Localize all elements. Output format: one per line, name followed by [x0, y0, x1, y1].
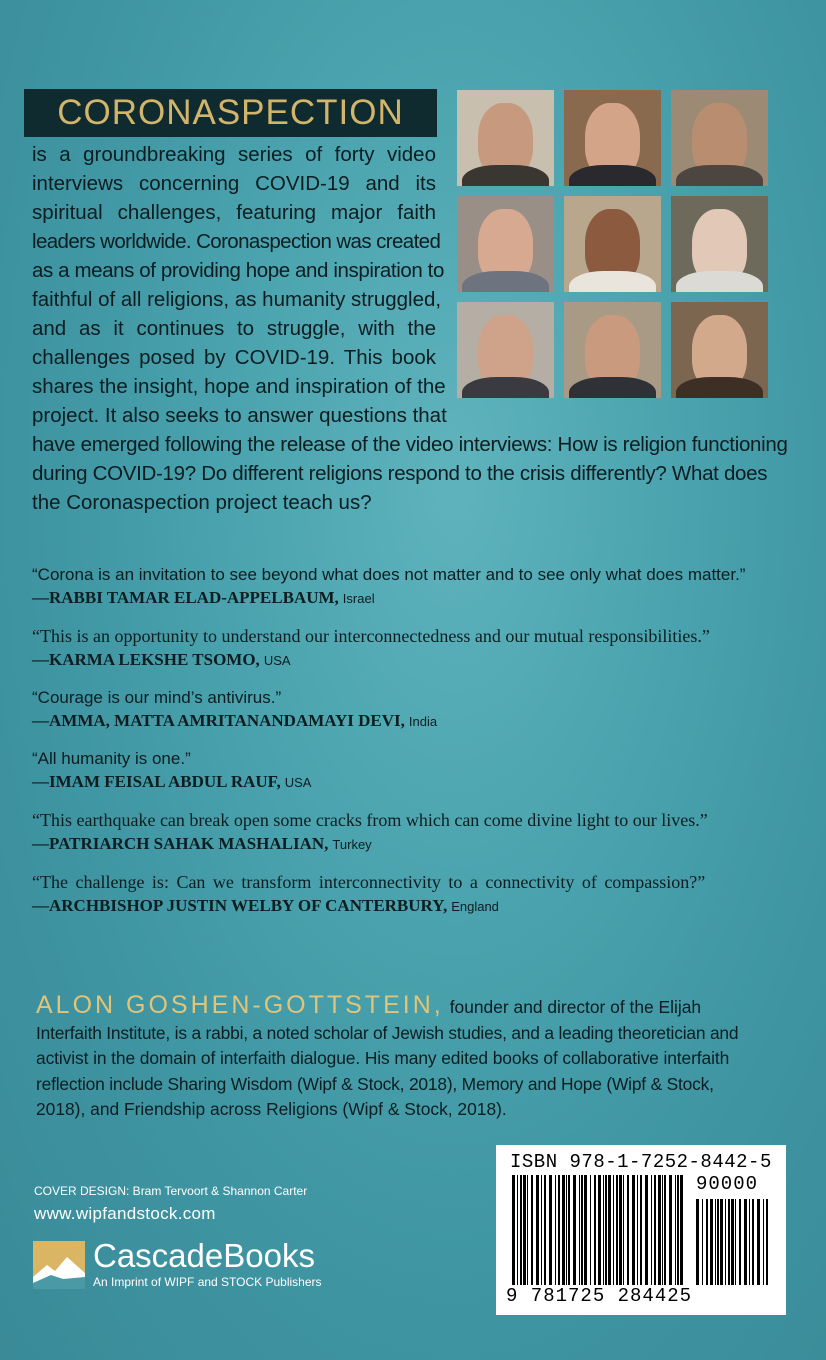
quote-country: Turkey	[332, 837, 372, 852]
mountain-logo-icon	[33, 1241, 85, 1289]
bio-text: activist in the domain of interfaith dialogue. His many edited books of collaborative interfaith	[36, 1048, 730, 1068]
quote-text: “The challenge is: Can we transform interconnectivity to a connectivity of compassion?”	[32, 872, 706, 892]
quote-author: —PATRIARCH SAHAK MASHALIAN,	[32, 834, 329, 853]
author-name: ALON GOSHEN-GOTTSTEIN,	[36, 991, 444, 1019]
description-line: have emerged following the release of the video interviews: How is religion functioning	[32, 433, 788, 456]
series-title: CORONASPECTION	[57, 93, 404, 132]
publisher-website[interactable]: www.wipfandstock.com	[34, 1204, 216, 1223]
bio-text: founder and director of the Elijah	[449, 997, 702, 1017]
description-line: leaders worldwide. Coronaspection was created	[32, 230, 441, 253]
cover-design-credit: COVER DESIGN: Bram Tervoort & Shannon Carter	[34, 1184, 308, 1198]
quote-author: —AMMA, MATTA AMRITANANDAMAYI DEVI,	[32, 711, 405, 730]
description-line: the Coronaspection project teach us?	[32, 491, 372, 514]
series-description	[32, 140, 788, 517]
quote-block	[32, 810, 802, 854]
isbn-digits: 9 781725 284425	[506, 1285, 693, 1307]
author-bio	[36, 993, 780, 1123]
quote-text: “All humanity is one.”	[32, 749, 191, 768]
quote-author: —ARCHBISHOP JUSTIN WELBY OF CANTERBURY,	[32, 896, 448, 915]
series-title-box	[24, 89, 437, 137]
quote-author: —RABBI TAMAR ELAD-APPELBAUM,	[32, 588, 339, 607]
isbn-barcode	[496, 1145, 786, 1315]
quote-country: USA	[263, 653, 291, 668]
description-line: challenges posed by COVID-19. This book	[32, 346, 436, 369]
description-line: spiritual challenges, featuring major faith	[32, 201, 436, 224]
description-line: interviews concerning COVID-19 and its	[32, 172, 436, 195]
quote-block	[32, 626, 802, 670]
publisher-name: CascadeBooks	[93, 1237, 315, 1274]
description-line: as a means of providing hope and inspiration to	[32, 259, 444, 282]
publisher-logo-block	[33, 1237, 393, 1297]
isbn-label: ISBN 978-1-7252-8442-5	[510, 1151, 772, 1173]
quote-block	[32, 872, 802, 916]
quote-author: —IMAM FEISAL ABDUL RAUF,	[32, 772, 281, 791]
quote-country: USA	[284, 775, 312, 790]
barcode-bars	[512, 1175, 687, 1285]
bio-text: reflection include Sharing Wisdom (Wipf & Stock, 2018), Memory and Hope (Wipf & Stock,	[36, 1073, 714, 1094]
description-line: faithful of all religions, as humanity struggled,	[32, 288, 442, 311]
bio-text: 2018), and Friendship across Religions (Wipf & Stock, 2018).	[36, 1099, 507, 1119]
quote-block	[32, 688, 802, 731]
barcode-addon-bars	[696, 1199, 771, 1285]
quote-block	[32, 565, 802, 608]
description-line: is a groundbreaking series of forty video	[32, 143, 436, 166]
quote-text: “This earthquake can break open some cracks from which can come divine light to our lives.”	[32, 810, 708, 830]
price-code: 90000	[696, 1173, 759, 1195]
description-line: during COVID-19? Do different religions respond to the crisis differently? What does	[32, 462, 768, 485]
description-line: and as it continues to struggle, with the	[32, 317, 436, 340]
publisher-subtitle: An Imprint of WIPF and STOCK Publishers	[93, 1275, 322, 1289]
quote-country: England	[451, 899, 499, 914]
endorsement-quotes	[32, 565, 802, 934]
quote-text: “Corona is an invitation to see beyond what does not matter and to see only what does matter.”	[32, 565, 746, 584]
quote-block	[32, 749, 802, 792]
credits	[34, 1184, 307, 1224]
quote-country: Israel	[342, 591, 375, 606]
quote-text: “Courage is our mind’s antivirus.”	[32, 688, 282, 707]
quote-author: —KARMA LEKSHE TSOMO,	[32, 650, 260, 669]
bio-text: Interfaith Institute, is a rabbi, a noted scholar of Jewish studies, and a leading theoretician and	[36, 1022, 739, 1043]
quote-country: India	[408, 714, 438, 729]
description-line: shares the insight, hope and inspiration of the	[32, 375, 446, 398]
description-line: project. It also seeks to answer questions that	[32, 404, 447, 427]
quote-text: “This is an opportunity to understand our interconnectedness and our mutual responsibilities.”	[32, 626, 710, 646]
